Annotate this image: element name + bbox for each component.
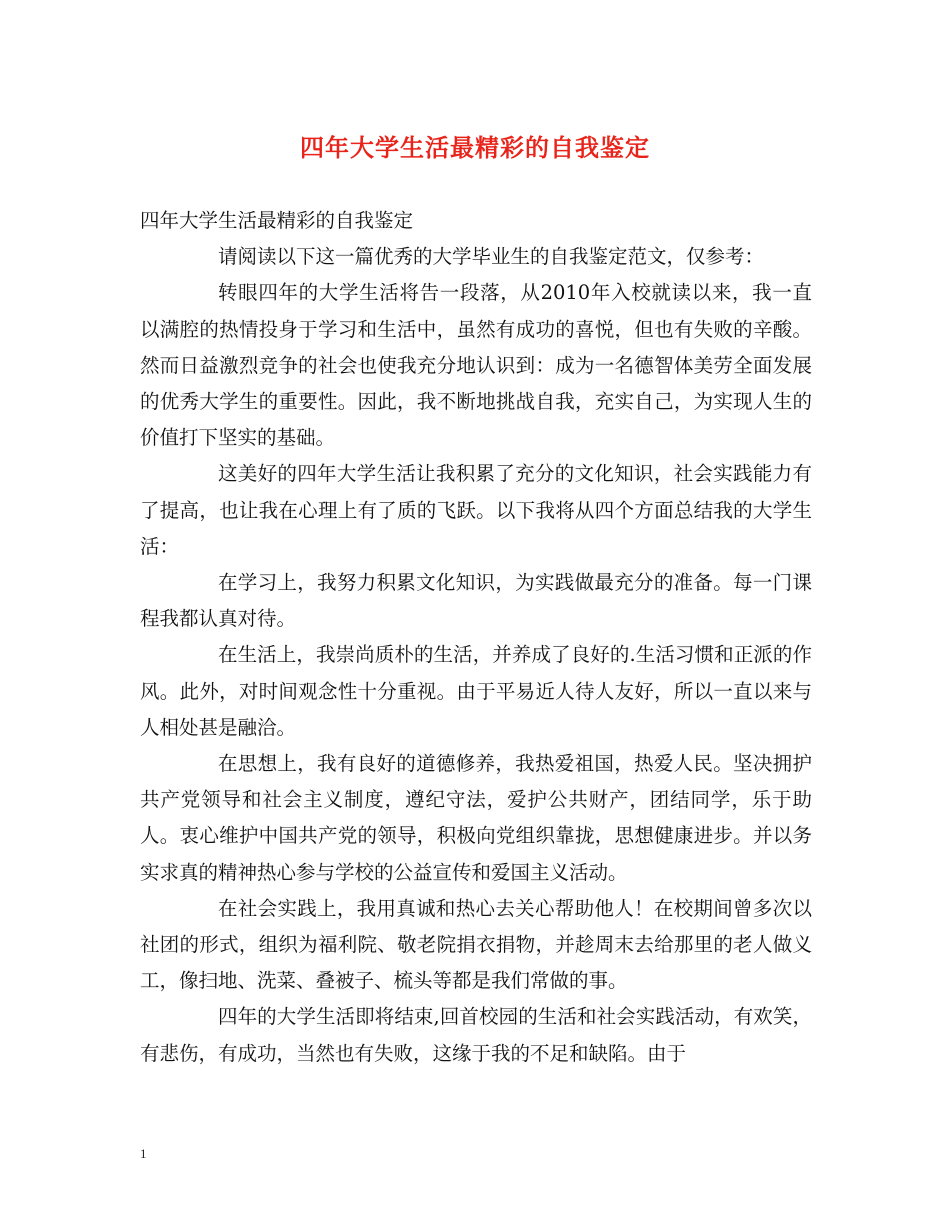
paragraph-thought: 在思想上，我有良好的道德修养，我热爱祖国，热爱人民。坚决拥护共产党领导和社会主义制度，遵纪守法，爱护公共财产，团结同学，乐于助人。衷心维护中国共产党的领导，积极向党组织靠拢，思想健康进步。并以务实求真的精神热心参与学校的公益宣传和爱国主义活动。 <box>140 752 812 884</box>
page-number: 1 <box>140 1146 147 1161</box>
paragraph-conclusion: 四年的大学生活即将结束,回首校园的生活和社会实践活动，有欢笑，有悲伤，有成功，当然也有失败，这缘于我的不足和缺陷。由于 <box>140 1005 812 1065</box>
paragraph-study: 在学习上，我努力积累文化知识，为实践做最充分的准备。每一门课程我都认真对待。 <box>140 571 812 631</box>
paragraph-social-practice: 在社会实践上，我用真诚和热心去关心帮助他人！在校期间曾多次以社团的形式，组织为福利院、敬老院捐衣捐物，并趁周末去给那里的老人做义工，像扫地、洗菜、叠被子、梳头等都是我们常做的事。 <box>140 896 812 993</box>
document-body <box>140 203 812 1072</box>
document-title: 四年大学生活最精彩的自我鉴定 <box>300 133 650 162</box>
body-heading: 四年大学生活最精彩的自我鉴定 <box>140 209 414 232</box>
paragraph-life: 在生活上，我崇尚质朴的生活，并养成了良好的.生活习惯和正派的作风。此外，对时间观念性十分重视。由于平易近人待人友好，所以一直以来与人相处甚是融洽。 <box>140 643 812 739</box>
paragraph-intro: 请阅读以下这一篇优秀的大学毕业生的自我鉴定范文，仅参考： <box>218 245 765 269</box>
paragraph-summary: 这美好的四年大学生活让我积累了充分的文化知识，社会实践能力有了提高，也让我在心理上有了质的飞跃。以下我将从四个方面总结我的大学生活： <box>140 462 812 558</box>
paragraph-overview: 转眼四年的大学生活将告一段落，从2010年入校就读以来，我一直以满腔的热情投身于学习和生活中，虽然有成功的喜悦，但也有失败的辛酸。然而日益激烈竞争的社会也使我充分地认识到：成为一名德智体美劳全面发展的优秀大学生的重要性。因此，我不断地挑战自我，充实自己，为实现人生的价值打下坚实的基础。 <box>140 281 812 450</box>
